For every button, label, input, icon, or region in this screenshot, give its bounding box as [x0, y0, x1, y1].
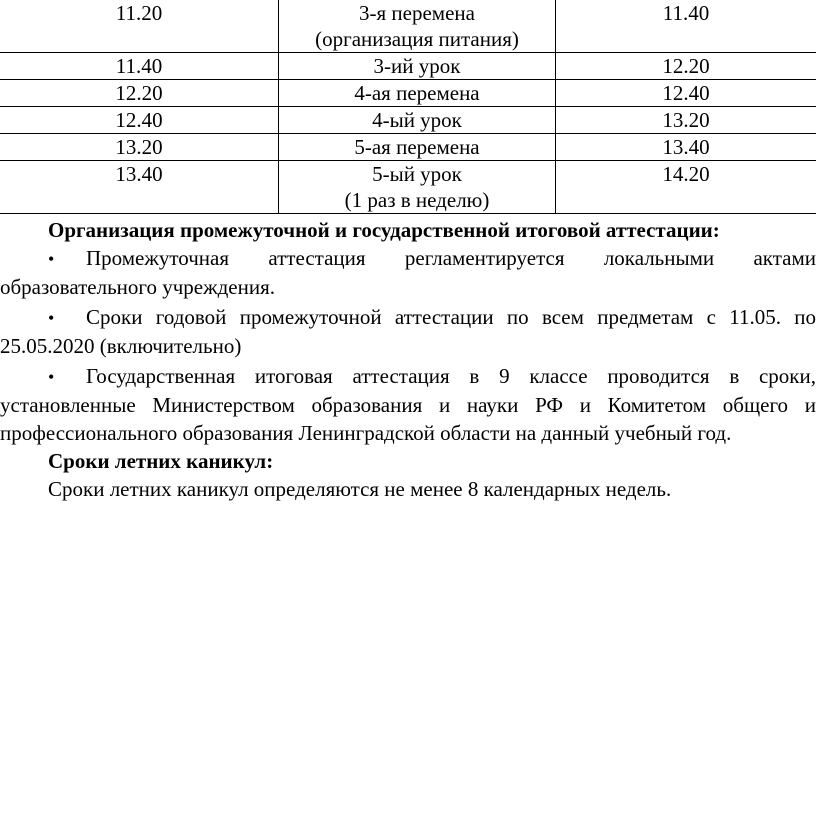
event-label: 3-ий урок	[373, 54, 461, 78]
bullet-icon: •	[48, 308, 55, 328]
list-item	[0, 244, 816, 301]
event-cell	[279, 80, 556, 107]
start-time-cell: 11.40	[0, 53, 279, 80]
end-time-cell: 13.20	[556, 107, 816, 134]
event-cell	[279, 107, 556, 134]
list-item-text: Сроки годовой промежуточной аттестации по всем предметам с 11.05. по 25.05.2020 (включительно)	[0, 305, 816, 358]
table-row	[0, 53, 816, 80]
schedule-table	[0, 0, 816, 214]
table-row	[0, 0, 816, 53]
end-time-cell: 14.20	[556, 161, 816, 214]
start-time-cell: 12.40	[0, 107, 279, 134]
end-time-cell: 13.40	[556, 134, 816, 161]
start-time-cell: 11.20	[0, 0, 279, 53]
summer-vacation-heading: Сроки летних каникул:	[48, 449, 274, 473]
event-cell	[279, 53, 556, 80]
list-item-text: Промежуточная аттестация регламентируется локальными актами образовательного учреждения.	[0, 246, 816, 299]
event-label: 4-ый урок	[372, 108, 462, 132]
bullet-icon: •	[48, 249, 55, 269]
end-time-cell: 12.40	[556, 80, 816, 107]
end-time-cell: 11.40	[556, 0, 816, 53]
event-label: 5-ый урок	[372, 162, 462, 186]
list-item	[0, 303, 816, 360]
attestation-heading: Организация промежуточной и государственной итоговой аттестации:	[48, 218, 720, 242]
table-row	[0, 107, 816, 134]
list-item-text: Государственная итоговая аттестация в 9 классе проводится в сроки, установленные Министерством образования и науки РФ и Комитетом общего и профессионального образования Ленинградской области на данный учебный год.	[0, 364, 816, 445]
event-label: 4-ая перемена	[354, 81, 480, 105]
end-time-cell: 12.20	[556, 53, 816, 80]
summer-vacation-text: Сроки летних каникул определяются не менее 8 календарных недель.	[48, 477, 672, 501]
start-time-cell: 13.40	[0, 161, 279, 214]
event-note: (1 раз в неделю)	[344, 188, 490, 212]
start-time-cell: 13.20	[0, 134, 279, 161]
event-cell	[279, 0, 556, 53]
document-body	[0, 216, 816, 503]
event-cell	[279, 134, 556, 161]
event-cell	[279, 161, 556, 214]
start-time-cell: 12.20	[0, 80, 279, 107]
bullet-icon: •	[48, 367, 55, 387]
list-item	[0, 362, 816, 447]
table-row	[0, 161, 816, 214]
table-row	[0, 80, 816, 107]
event-label: 3-я перемена	[359, 1, 475, 25]
event-label: 5-ая перемена	[354, 135, 480, 159]
event-note: (организация питания)	[315, 27, 519, 51]
table-row	[0, 134, 816, 161]
